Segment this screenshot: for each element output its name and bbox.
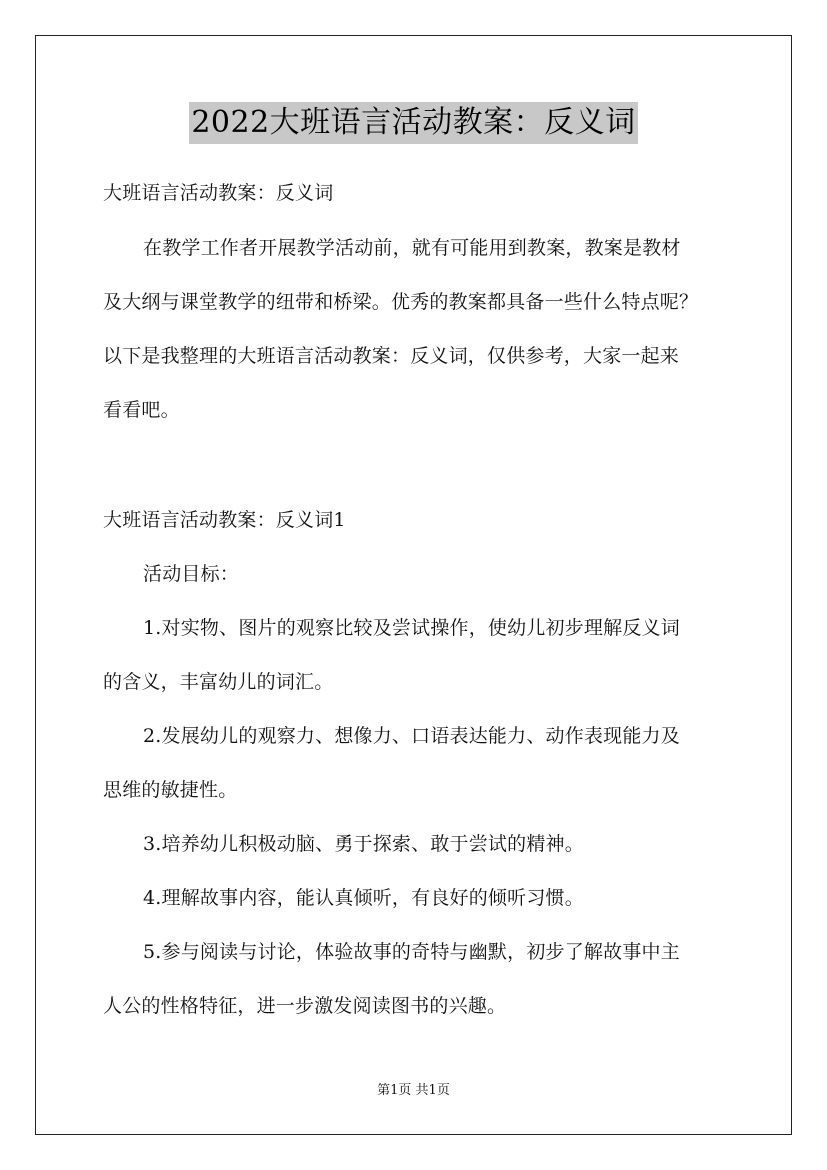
subtitle: 大班语言活动教案：反义词 <box>103 182 334 204</box>
intro-line-1: 在教学工作者开展教学活动前，就有可能用到教案，教案是教材 <box>143 237 681 259</box>
document-title: 2022大班语言活动教案：反义词 <box>189 102 637 144</box>
intro-line-4: 看看吧。 <box>103 399 180 421</box>
goal-line-3: 2.发展幼儿的观察力、想像力、口语表达能力、动作表现能力及 <box>143 725 680 747</box>
title-container <box>0 102 827 144</box>
goal-line-2: 的含义，丰富幼儿的词汇。 <box>103 671 334 693</box>
goals-label: 活动目标： <box>143 563 240 585</box>
goal-line-5: 3.培养幼儿积极动脑、勇于探索、敢于尝试的精神。 <box>143 833 584 855</box>
goal-line-4: 思维的敏捷性。 <box>103 779 238 801</box>
intro-line-2: 及大纲与课堂教学的纽带和桥梁。优秀的教案都具备一些什么特点呢？ <box>103 291 699 313</box>
goal-line-7: 5.参与阅读与讨论，体验故事的奇特与幽默，初步了解故事中主 <box>143 941 680 963</box>
page-footer: 第1页 共1页 <box>377 1083 450 1098</box>
goal-line-6: 4.理解故事内容，能认真倾听，有良好的倾听习惯。 <box>143 887 584 909</box>
goal-line-1: 1.对实物、图片的观察比较及尝试操作，使幼儿初步理解反义词 <box>143 617 680 639</box>
intro-line-3: 以下是我整理的大班语言活动教案：反义词，仅供参考，大家一起来 <box>103 345 680 367</box>
goal-line-8: 人公的性格特征，进一步激发阅读图书的兴趣。 <box>103 995 507 1017</box>
section-heading: 大班语言活动教案：反义词1 <box>103 509 346 531</box>
